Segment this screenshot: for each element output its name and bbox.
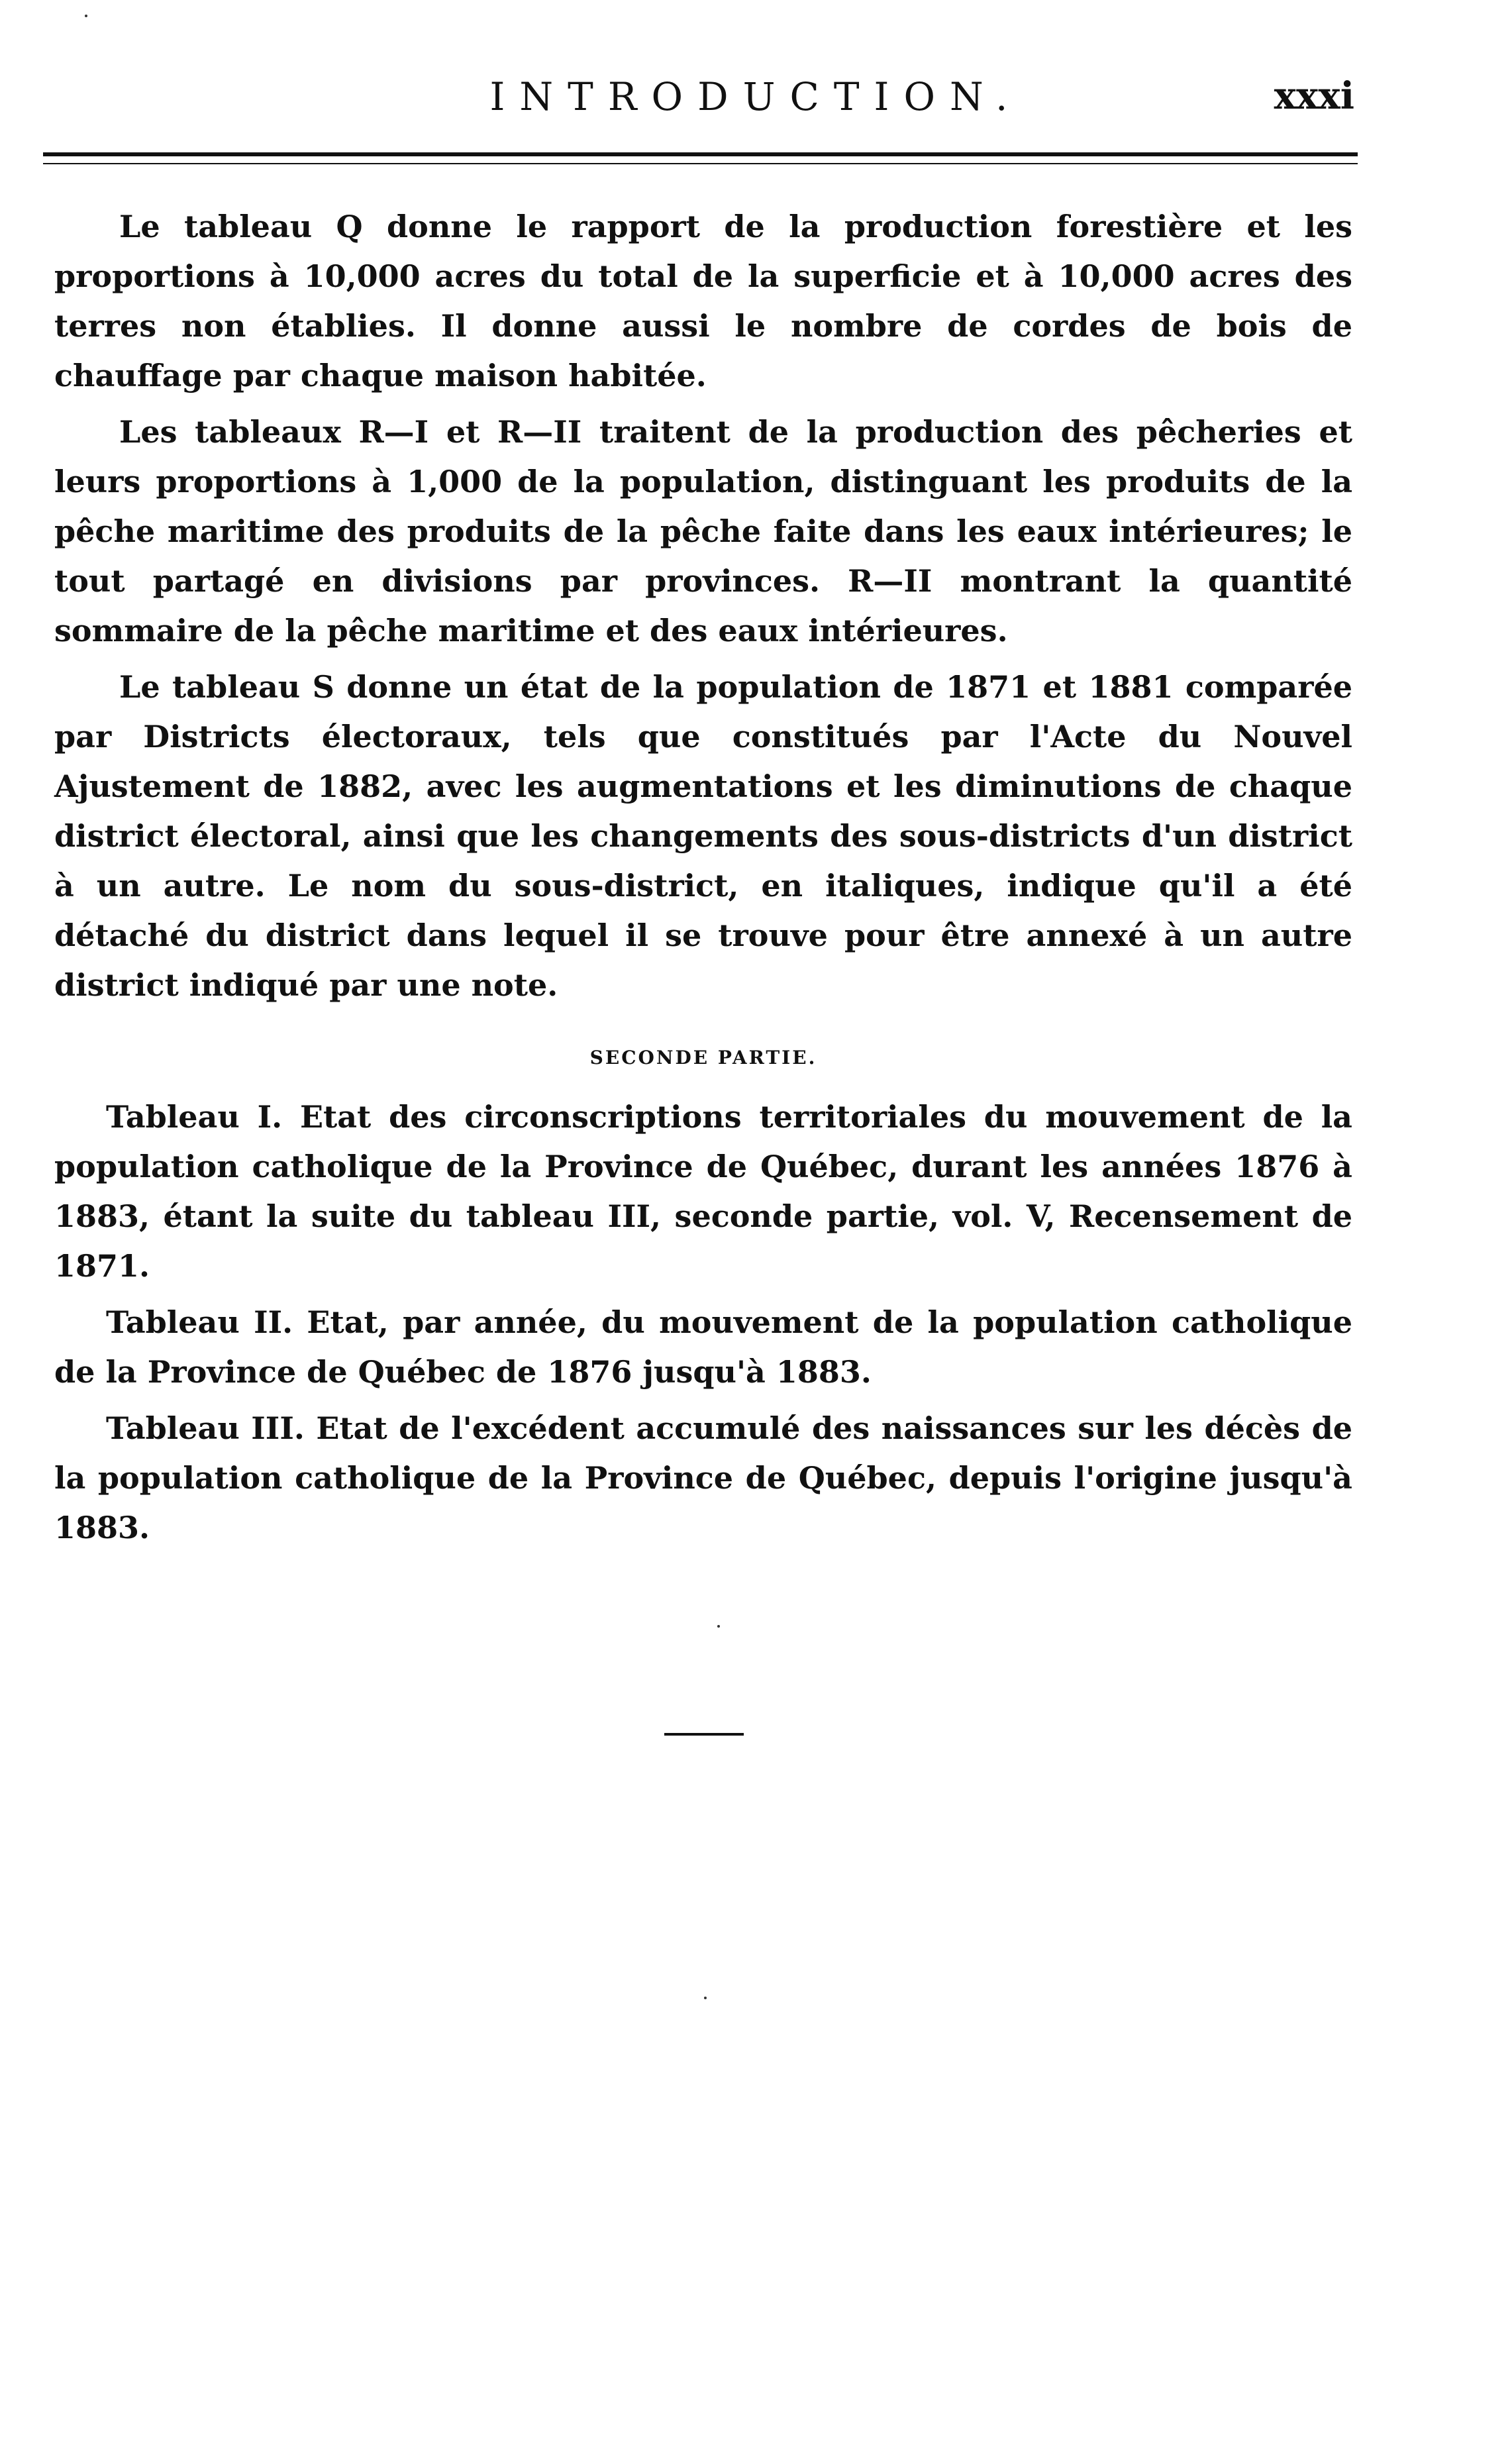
section-heading: SECONDE PARTIE. — [589, 1047, 817, 1069]
tableau-ii-entry: Tableau II. Etat, par année, du mouvement de la population catholique de la Province de Québec de 1876 jusqu'à 1883. — [54, 1304, 1352, 1390]
header-rule-thick — [43, 152, 1358, 156]
tableau-i-entry: Tableau I. Etat des circonscriptions territoriales du mouvement de la population catholique de la Province de Québec, durant les années 1876 à 1883, étant la suite du tableau III, seconde partie, vol. V, Recensement de 1871. — [54, 1099, 1352, 1284]
page-number: xxxi — [1274, 74, 1354, 118]
print-speck — [85, 15, 87, 17]
header-rule-thin — [43, 163, 1358, 164]
paragraph-tableau-q: Le tableau Q donne le rapport de la production forestière et les proportions à 10,000 acres du total de la superficie et à 10,000 acres des terres non établies. Il donne aussi le nombre de cordes de bois de chauffage par chaque maison habitée. — [54, 209, 1352, 393]
end-rule — [664, 1733, 744, 1736]
paragraph-tableaux-r: Les tableaux R—I et R—II traitent de la production des pêcheries et leurs proportions à 1,000 de la population, distinguant les produits de la pêche maritime des produits de la pêche faite dans les eaux intérieures; le tout partagé en divisions par provinces. R—II montrant la quantité sommaire de la pêche maritime et des eaux intérieures. — [54, 414, 1352, 649]
print-speck — [717, 1625, 720, 1628]
page-body — [54, 202, 1352, 1559]
running-header-title: INTRODUCTION. — [489, 74, 1023, 119]
print-speck — [704, 1997, 707, 1999]
paragraph-tableau-s: Le tableau S donne un état de la population de 1871 et 1881 comparée par Districts électoraux, tels que constitués par l'Acte du Nouvel Ajustement de 1882, avec les augmentations et les diminutions de chaque district électoral, ainsi que les changements des sous-districts d'un district à un autre. Le nom du sous-district, en italiques, indique qu'il a été détaché du district dans lequel il se trouve pour être annexé à un autre district indiqué par une note. — [54, 669, 1352, 1003]
tableau-iii-entry: Tableau III. Etat de l'excédent accumulé des naissances sur les décès de la population catholique de la Province de Québec, depuis l'origine jusqu'à 1883. — [54, 1410, 1352, 1545]
